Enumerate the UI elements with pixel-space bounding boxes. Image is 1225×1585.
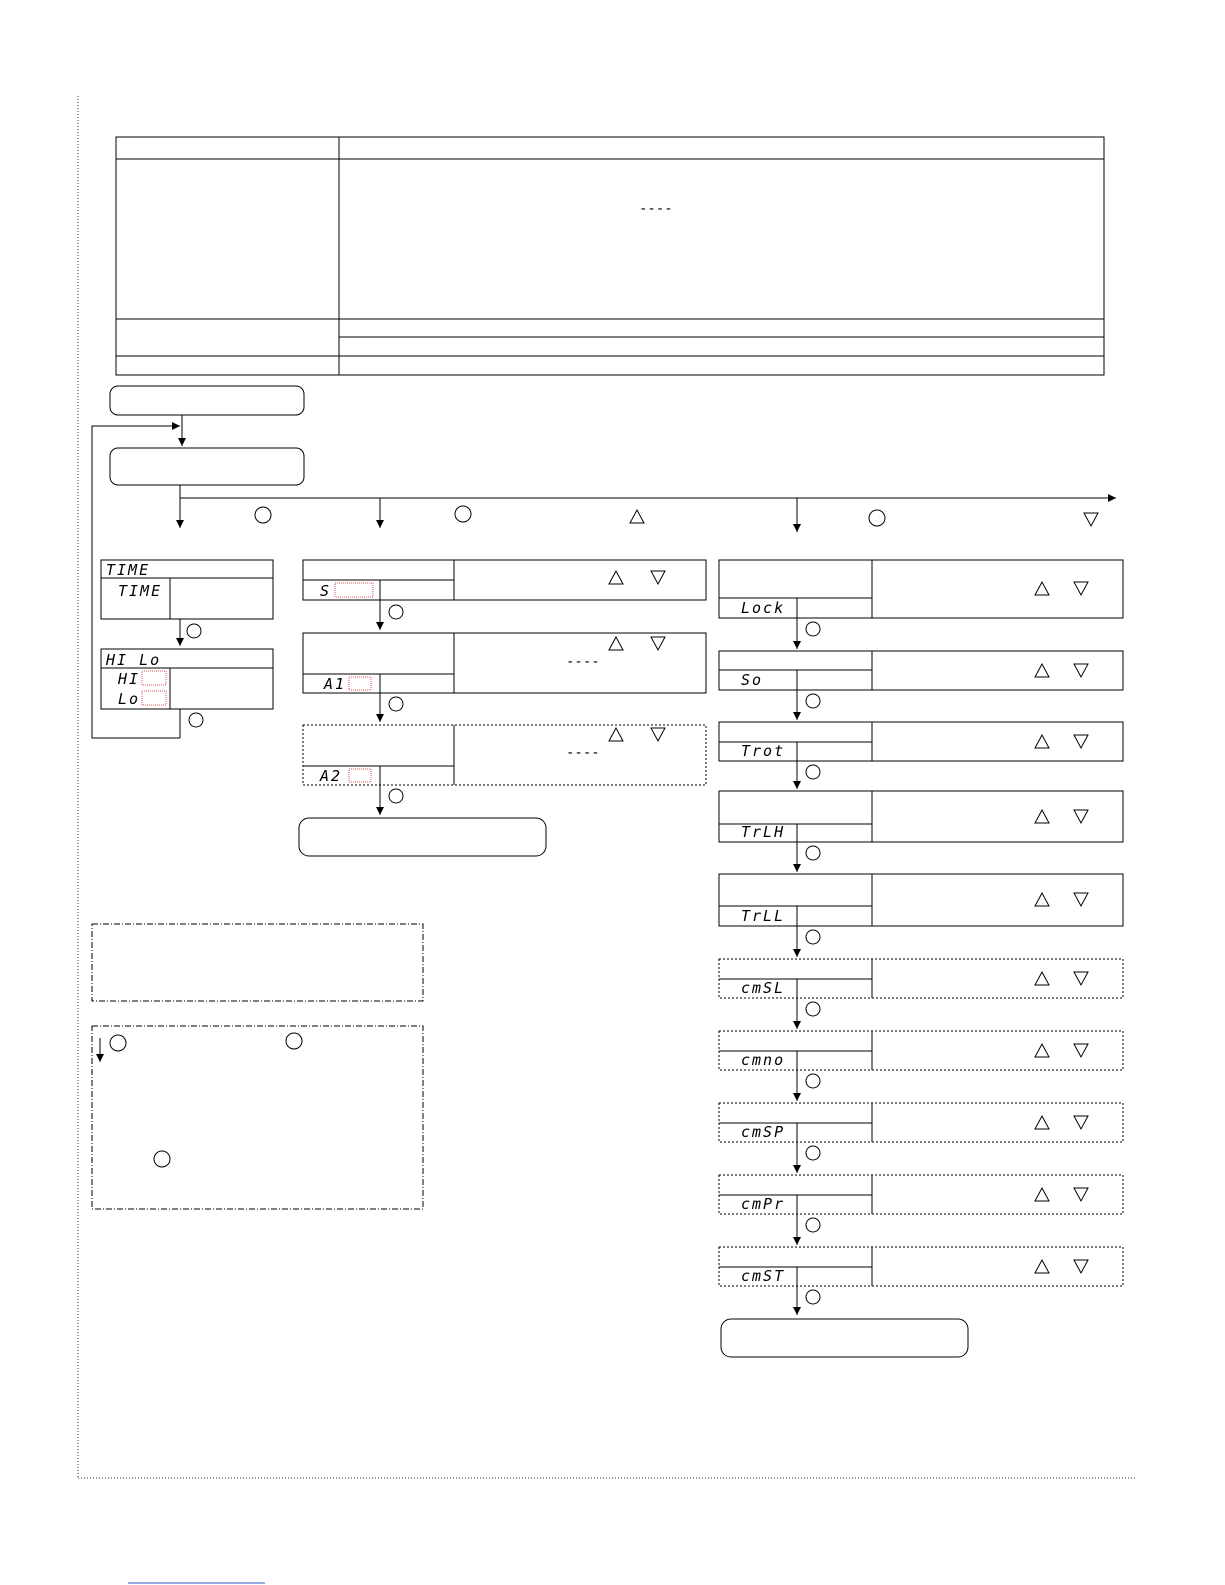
rotate-key-icon: [806, 765, 820, 779]
display-hilo-title: HI Lo: [106, 651, 162, 669]
display-box-trlh: [719, 791, 1123, 842]
rotate-key-icon: [455, 506, 471, 522]
start-box: [110, 386, 304, 415]
display-cmsp: cmSP: [741, 1123, 786, 1141]
down-key-icon: [1074, 1044, 1088, 1057]
display-so: So: [741, 671, 764, 689]
parameter-table: [116, 137, 1104, 375]
display-box-cmsp: [719, 1103, 1123, 1142]
column3-end-box: [721, 1319, 968, 1357]
a2-dash-mark: ----: [566, 745, 600, 761]
hilo-display-box: [101, 649, 273, 709]
display-box-cmsl: [719, 959, 1123, 998]
rotate-key-icon: [806, 846, 820, 860]
rotate-key-icon: [189, 713, 203, 727]
display-lo: Lo: [118, 690, 141, 708]
display-trlh: TrLH: [741, 823, 786, 841]
rotate-key-icon: [286, 1033, 302, 1049]
time-display-box: [101, 560, 273, 619]
display-box-cmpr: [719, 1175, 1123, 1214]
display-time-value: TIME: [118, 582, 163, 600]
table-dash-mark: ----: [639, 201, 673, 217]
display-time-title: TIME: [106, 561, 151, 579]
display-box-lock: [719, 560, 1123, 618]
rotate-key-icon: [806, 1002, 820, 1016]
down-key-icon: [651, 637, 665, 650]
down-key-icon: [1074, 1116, 1088, 1129]
rotate-key-icon: [154, 1151, 170, 1167]
up-key-icon: [1035, 735, 1049, 748]
down-key-icon: [1074, 1188, 1088, 1201]
rotate-key-icon: [806, 622, 820, 636]
up-key-icon: [1035, 972, 1049, 985]
up-key-icon: [609, 728, 623, 741]
up-key-icon: [1035, 582, 1049, 595]
down-key-icon: [1084, 513, 1098, 526]
display-trot: Trot: [741, 742, 786, 760]
up-key-icon: [1035, 664, 1049, 677]
up-key-icon: [1035, 1116, 1049, 1129]
up-key-icon: [609, 571, 623, 584]
s-display-box: [303, 560, 706, 600]
display-box-trot: [719, 722, 1123, 761]
up-key-icon: [1035, 1188, 1049, 1201]
display-box-cmst: [719, 1247, 1123, 1286]
display-cmsl: cmSL: [741, 979, 786, 997]
note-box-1: [92, 924, 423, 1001]
display-a2: A2: [320, 767, 343, 785]
mode-box: [110, 448, 304, 485]
up-key-icon: [609, 637, 623, 650]
display-cmno: cmno: [741, 1051, 786, 1069]
rotate-key-icon: [255, 507, 271, 523]
display-hi: HI: [118, 670, 141, 688]
rotate-key-icon: [110, 1035, 126, 1051]
display-box-trll: [719, 874, 1123, 926]
down-key-icon: [651, 728, 665, 741]
down-key-icon: [1074, 972, 1088, 985]
note-box-2: [92, 1026, 423, 1209]
a1-dash-mark: ----: [566, 654, 600, 670]
a2-display-box: [303, 725, 706, 785]
display-cmpr: cmPr: [741, 1195, 786, 1213]
display-lock: Lock: [741, 599, 786, 617]
display-cmst: cmST: [741, 1267, 786, 1285]
up-key-icon: [1035, 1044, 1049, 1057]
rotate-key-icon: [806, 1218, 820, 1232]
display-box-so: [719, 651, 1123, 690]
display-box-cmno: [719, 1031, 1123, 1070]
display-a1: A1: [324, 675, 347, 693]
down-key-icon: [1074, 664, 1088, 677]
down-key-icon: [651, 571, 665, 584]
rotate-key-icon: [806, 694, 820, 708]
up-key-icon: [630, 510, 644, 523]
a1-display-box: [303, 633, 706, 693]
column2-end-box: [299, 818, 546, 856]
down-key-icon: [1074, 582, 1088, 595]
rotate-key-icon: [806, 1074, 820, 1088]
display-trll: TrLL: [741, 907, 786, 925]
up-key-icon: [1035, 893, 1049, 906]
down-key-icon: [1074, 810, 1088, 823]
rotate-key-icon: [806, 1146, 820, 1160]
display-s: S: [320, 582, 332, 600]
down-key-icon: [1074, 893, 1088, 906]
rotate-key-icon: [869, 510, 885, 526]
rotate-key-icon: [389, 789, 403, 803]
down-key-icon: [1074, 735, 1088, 748]
rotate-key-icon: [389, 697, 403, 711]
rotate-key-icon: [187, 624, 201, 638]
down-key-icon: [1074, 1260, 1088, 1273]
rotate-key-icon: [389, 605, 403, 619]
rotate-key-icon: [806, 1290, 820, 1304]
up-key-icon: [1035, 810, 1049, 823]
column3-display-boxes: [719, 560, 1123, 1315]
rotate-key-icon: [806, 930, 820, 944]
up-key-icon: [1035, 1260, 1049, 1273]
